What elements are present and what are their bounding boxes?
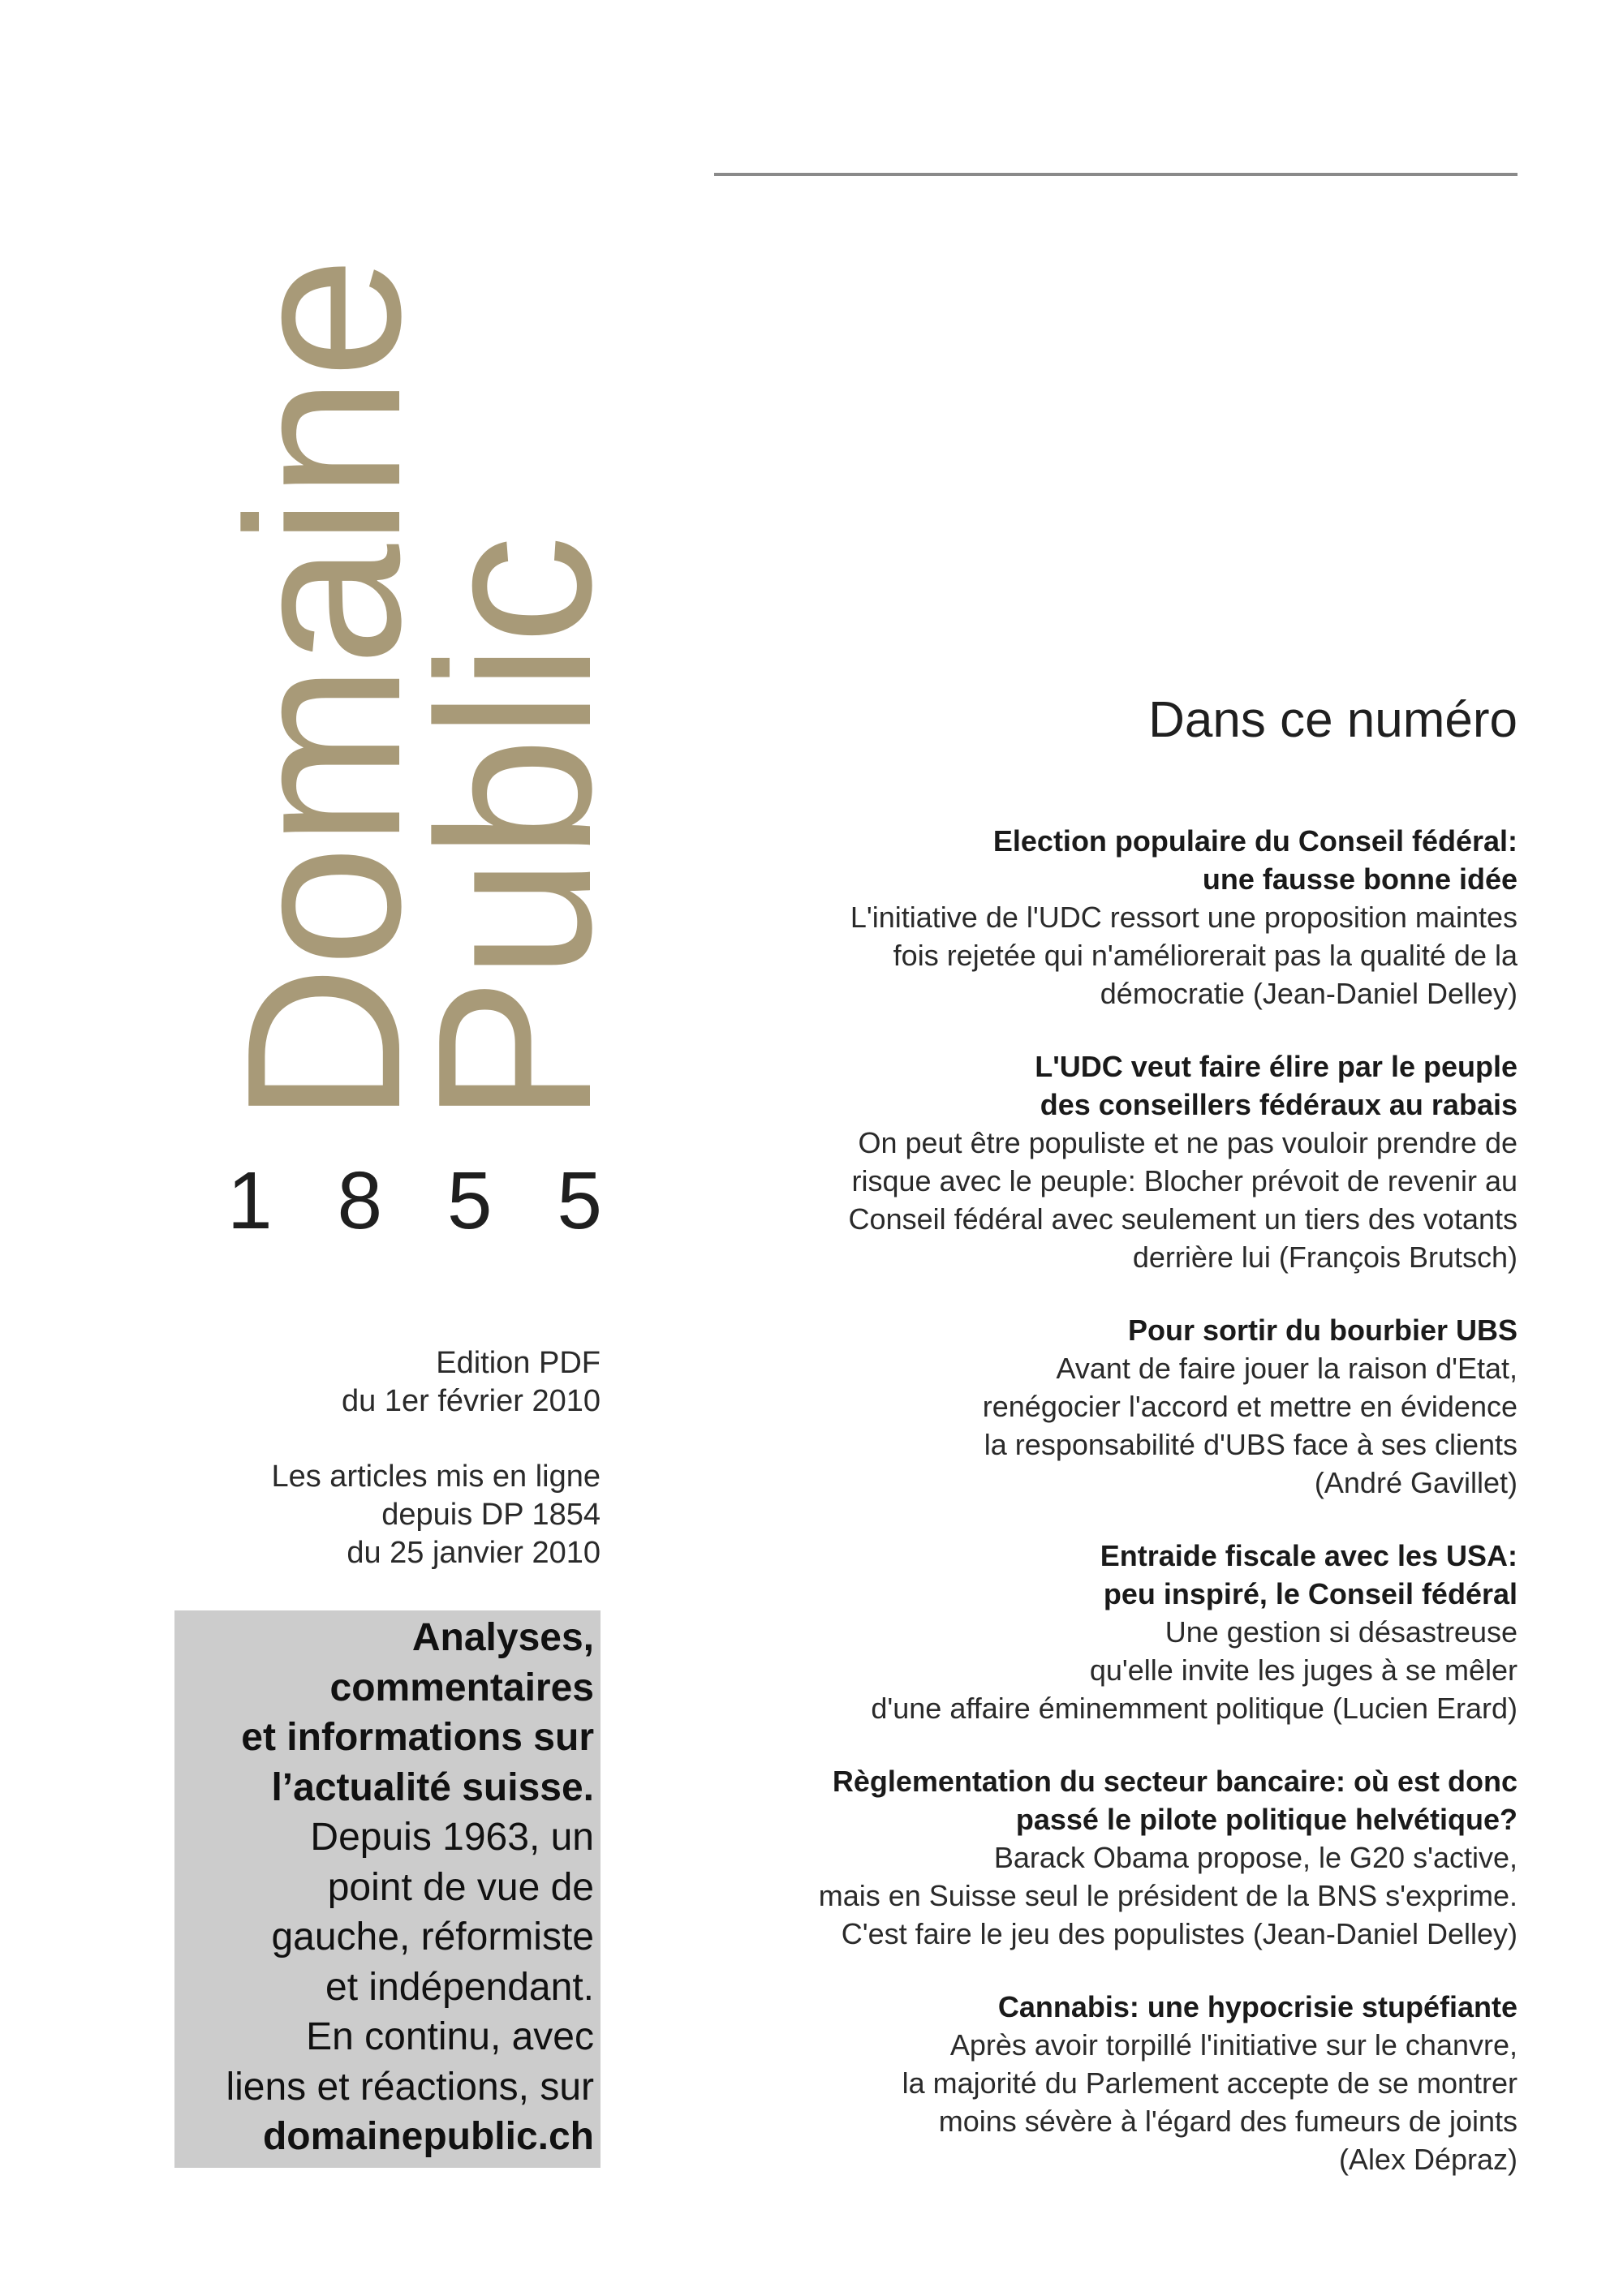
toc-item[interactable] <box>698 1762 1518 1953</box>
toc-item-summary: Avant de faire jouer la raison d'Etat, <box>1056 1352 1518 1385</box>
top-rule <box>714 173 1518 176</box>
toc-item-title[interactable]: une fausse bonne idée <box>1202 862 1518 896</box>
masthead-title-domaine: Domaine <box>202 258 446 1124</box>
toc-item-summary: risque avec le peuple: Blocher prévoit de revenir au <box>851 1164 1518 1197</box>
website-link[interactable]: domainepublic.ch <box>262 2115 594 2158</box>
since-line: Les articles mis en ligne <box>271 1460 601 1494</box>
toc-item-title[interactable]: peu inspiré, le Conseil fédéral <box>1103 1577 1518 1610</box>
toc-item-title[interactable]: des conseillers fédéraux au rabais <box>1040 1088 1518 1121</box>
since-line: depuis DP 1854 <box>381 1498 601 1532</box>
toc-item-summary: mais en Suisse seul le président de la BNS s'exprime. <box>818 1879 1518 1912</box>
tagline-bold-line: Analyses, <box>411 1616 594 1659</box>
edition-info <box>203 1344 601 1421</box>
toc-item[interactable] <box>698 1988 1518 2178</box>
tagline-box <box>174 1610 601 2168</box>
toc-item-title[interactable]: Règlementation du secteur bancaire: où est donc <box>832 1765 1518 1798</box>
toc-item-summary: (André Gavillet) <box>1314 1466 1518 1499</box>
tagline-line: En continu, avec <box>306 2015 594 2058</box>
tagline-bold-line: et informations sur <box>241 1716 594 1759</box>
toc-item-summary: Après avoir torpillé l'initiative sur le chanvre, <box>949 2028 1518 2062</box>
edition-date: du 1er février 2010 <box>342 1384 601 1418</box>
toc-item-title[interactable]: Cannabis: une hypocrisie stupéfiante <box>997 1990 1518 2023</box>
articles-since-info <box>203 1458 601 1572</box>
issue-digit: 5 <box>557 1155 602 1246</box>
toc-item-summary: On peut être populiste et ne pas vouloir prendre de <box>858 1126 1518 1159</box>
masthead-title-public: Public <box>393 536 637 1124</box>
toc-item-summary: C'est faire le jeu des populistes (Jean-Daniel Delley) <box>841 1917 1518 1950</box>
toc-item-summary: Conseil fédéral avec seulement un tiers des votants <box>848 1202 1518 1236</box>
toc-item-summary: la responsabilité d'UBS face à ses clients <box>984 1428 1518 1461</box>
toc-item[interactable] <box>698 822 1518 1013</box>
tagline-line: et indépendant. <box>325 1965 594 2009</box>
edition-line: Edition PDF <box>436 1346 601 1380</box>
tagline-line: gauche, réformiste <box>271 1915 594 1958</box>
toc-item[interactable] <box>698 1311 1518 1502</box>
tagline-line: Depuis 1963, un <box>310 1816 594 1859</box>
tagline-line: liens et réactions, sur <box>226 2065 594 2109</box>
table-of-contents <box>698 822 1518 2213</box>
issue-digit: 8 <box>337 1155 383 1246</box>
issue-digit: 5 <box>446 1155 493 1246</box>
toc-item-summary: qu'elle invite les juges à se mêler <box>1089 1653 1518 1687</box>
toc-item[interactable] <box>698 1047 1518 1276</box>
toc-item-title[interactable]: Entraide fiscale avec les USA: <box>1100 1539 1518 1572</box>
toc-item-summary: démocratie (Jean-Daniel Delley) <box>1100 977 1518 1010</box>
toc-item-summary: Une gestion si désastreuse <box>1165 1615 1518 1649</box>
toc-item-summary: fois rejetée qui n'améliorerait pas la qualité de la <box>893 939 1518 972</box>
tagline-line: point de vue de <box>327 1865 594 1909</box>
toc-item-summary: L'initiative de l'UDC ressort une proposition maintes <box>850 901 1518 934</box>
toc-item-summary: d'une affaire éminemment politique (Lucien Erard) <box>871 1692 1518 1725</box>
issue-number <box>227 1155 602 1246</box>
toc-item-title[interactable]: L'UDC veut faire élire par le peuple <box>1035 1050 1518 1083</box>
since-line: du 25 janvier 2010 <box>347 1536 601 1570</box>
toc-item-summary: Barack Obama propose, le G20 s'active, <box>993 1841 1518 1874</box>
toc-item-title[interactable]: passé le pilote politique helvétique? <box>1015 1803 1518 1836</box>
toc-item-title[interactable]: Pour sortir du bourbier UBS <box>1127 1314 1518 1347</box>
toc-item-summary: derrière lui (François Brutsch) <box>1132 1240 1518 1274</box>
issue-digit: 1 <box>227 1155 273 1246</box>
toc-item-title[interactable]: Election populaire du Conseil fédéral: <box>992 824 1518 858</box>
toc-item-summary: moins sévère à l'égard des fumeurs de joints <box>938 2105 1518 2138</box>
toc-item-summary: (Alex Dépraz) <box>1338 2143 1518 2176</box>
toc-heading: Dans ce numéro <box>1148 692 1518 748</box>
tagline-bold-line: commentaires <box>329 1666 594 1709</box>
tagline-bold-line: l’actualité suisse. <box>271 1765 594 1809</box>
toc-item-summary: renégocier l'accord et mettre en évidence <box>982 1390 1518 1423</box>
toc-item[interactable] <box>698 1537 1518 1727</box>
toc-item-summary: la majorité du Parlement accepte de se montrer <box>902 2066 1518 2100</box>
